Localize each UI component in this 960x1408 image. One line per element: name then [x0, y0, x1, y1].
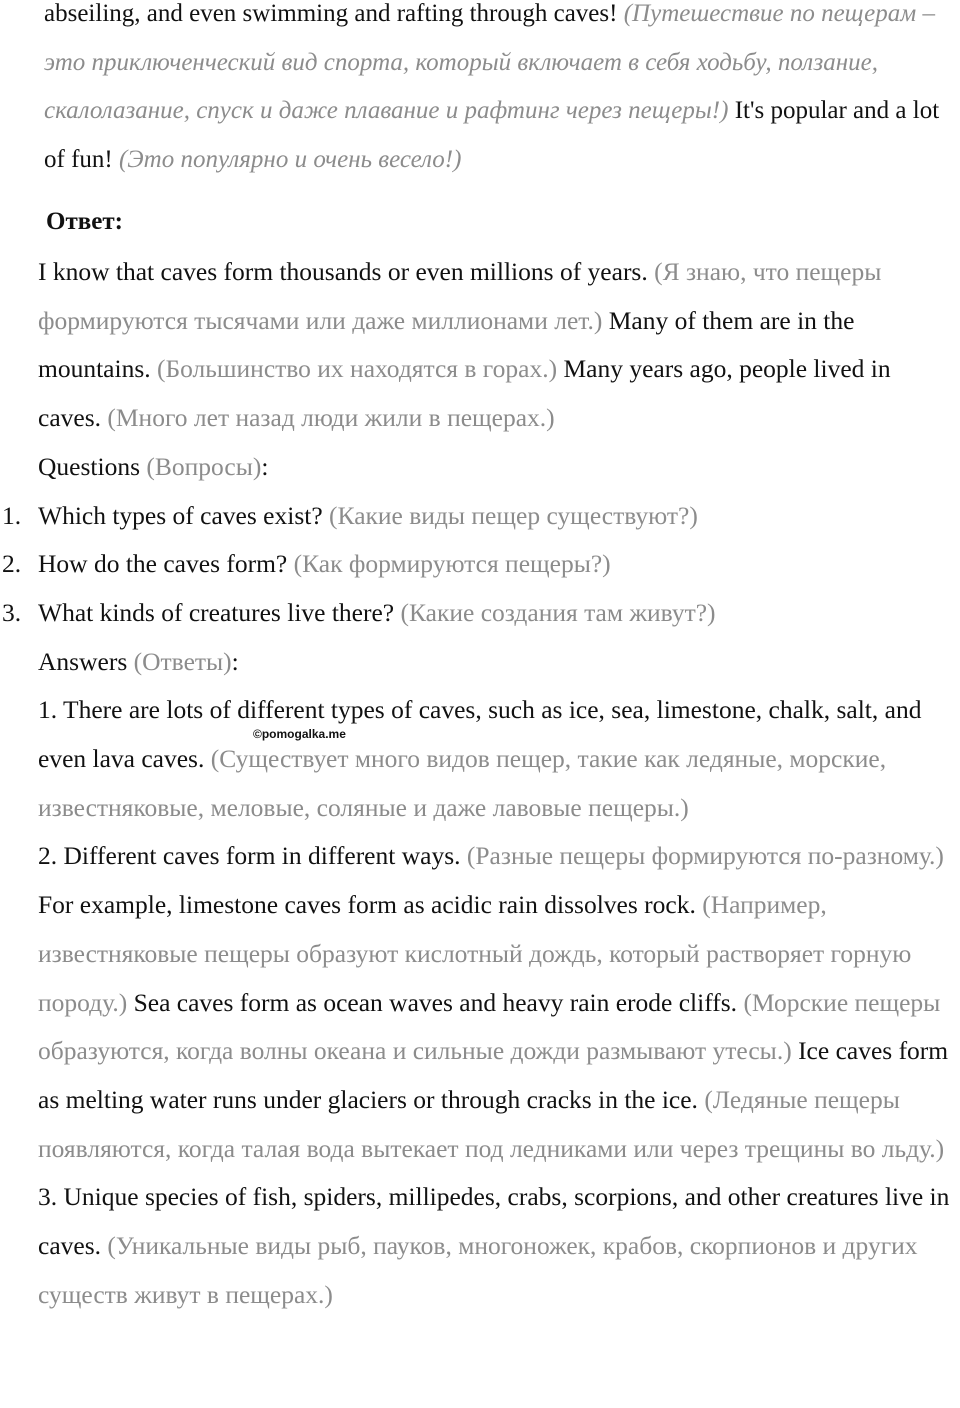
answers-label: Answers: [38, 646, 128, 676]
question-translation: (Какие виды пещер существуют?): [329, 500, 698, 530]
answer-body: [2, 248, 950, 1319]
question-translation: (Какие создания там живут?): [400, 597, 716, 627]
answer-2-translation-1: (Разные пещеры формируются по-разному.): [466, 841, 944, 871]
answer-2-english-2: For example, limestone caves form as acidic rain dissolves rock.: [38, 890, 696, 920]
intro-translation-1: (Путешествие по пещерам – это приключенческий вид спорта, который включает в себя ходьбу, ползание, скалолазание, спуск и даже плавание и рафтинг через пещеры!): [44, 0, 935, 124]
paragraph-english-1: I know that caves form thousands or even millions of years.: [38, 257, 648, 286]
question-item: [2, 540, 950, 589]
question-item: [2, 589, 950, 638]
answer-2-english-3: Sea caves form as ocean waves and heavy rain erode cliffs.: [133, 987, 738, 1017]
question-number: 1.: [2, 500, 22, 530]
questions-label: Questions: [38, 451, 140, 481]
paragraph-translation-2: (Большинство их находятся в горах.): [157, 354, 558, 384]
answer-heading: Ответ:: [46, 208, 123, 235]
paragraph-translation-1: (Я знаю, что пещеры формируются тысячами или даже миллионами лет.): [38, 257, 882, 335]
answer-2-english-4: Ice caves form as melting water runs under glaciers or through cracks in the ice.: [38, 1036, 949, 1114]
question-translation: (Как формируются пещеры?): [293, 549, 611, 579]
answer-1-translation: (Существует много видов пещер, такие как ледяные, морские, известняковые, меловые, соляные и даже лавовые пещеры.): [38, 744, 887, 822]
answer-3-translation: (Уникальные виды рыб, пауков, многоножек, крабов, скорпионов и других существ живут в пещерах.): [38, 1231, 918, 1309]
answer-2: [38, 832, 950, 1173]
intro-translation-2: (Это популярно и очень весело!): [118, 145, 462, 173]
intro-english-2: It's popular and a lot of fun!: [44, 97, 940, 173]
intro-english-1: abseiling, and even swimming and rafting through caves!: [44, 0, 618, 27]
question-english: How do the caves form?: [38, 549, 288, 579]
answers-heading: Answers (Ответы):: [38, 646, 239, 676]
question-english: What kinds of creatures live there?: [38, 597, 395, 627]
question-english: Which types of caves exist?: [38, 500, 323, 530]
paragraph-english-2: Many of them are in the mountains.: [38, 305, 855, 384]
questions-heading: Questions (Вопросы):: [38, 451, 269, 481]
paragraph-english-3: Many years ago, people lived in caves.: [38, 354, 891, 433]
question-item: [2, 492, 950, 541]
answer-3-english: 3. Unique species of fish, spiders, millipedes, crabs, scorpions, and other creatures live in caves.: [38, 1182, 950, 1261]
answer-1: [38, 686, 950, 832]
answer-3: [38, 1173, 950, 1319]
answer-2-translation-2: (Например, известняковые пещеры образуют кислотный дождь, который растворяет горную породу.): [38, 890, 912, 1017]
answer-1-english: 1. There are lots of different types of caves, such as ice, sea, limestone, chalk, salt, and even lava caves.: [38, 695, 922, 774]
answer-paragraph: [38, 248, 950, 443]
watermark: ©pomogalka.me: [253, 727, 346, 741]
answer-2-translation-4: (Ледяные пещеры появляются, когда талая вода вытекает под ледниками или через трещины во льду.): [38, 1084, 945, 1163]
question-number: 2.: [2, 549, 22, 579]
answer-2-translation-3: (Морские пещеры образуются, когда волны океана и сильные дожди размывают утесы.): [38, 987, 941, 1066]
question-number: 3.: [2, 597, 22, 627]
answers-label-translation: (Ответы): [133, 646, 232, 676]
paragraph-translation-3: (Много лет назад люди жили в пещерах.): [107, 403, 555, 433]
questions-label-translation: (Вопросы): [146, 451, 262, 481]
answer-2-english-1: 2. Different caves form in different ways.: [38, 841, 461, 871]
intro-paragraph: [44, 0, 944, 184]
